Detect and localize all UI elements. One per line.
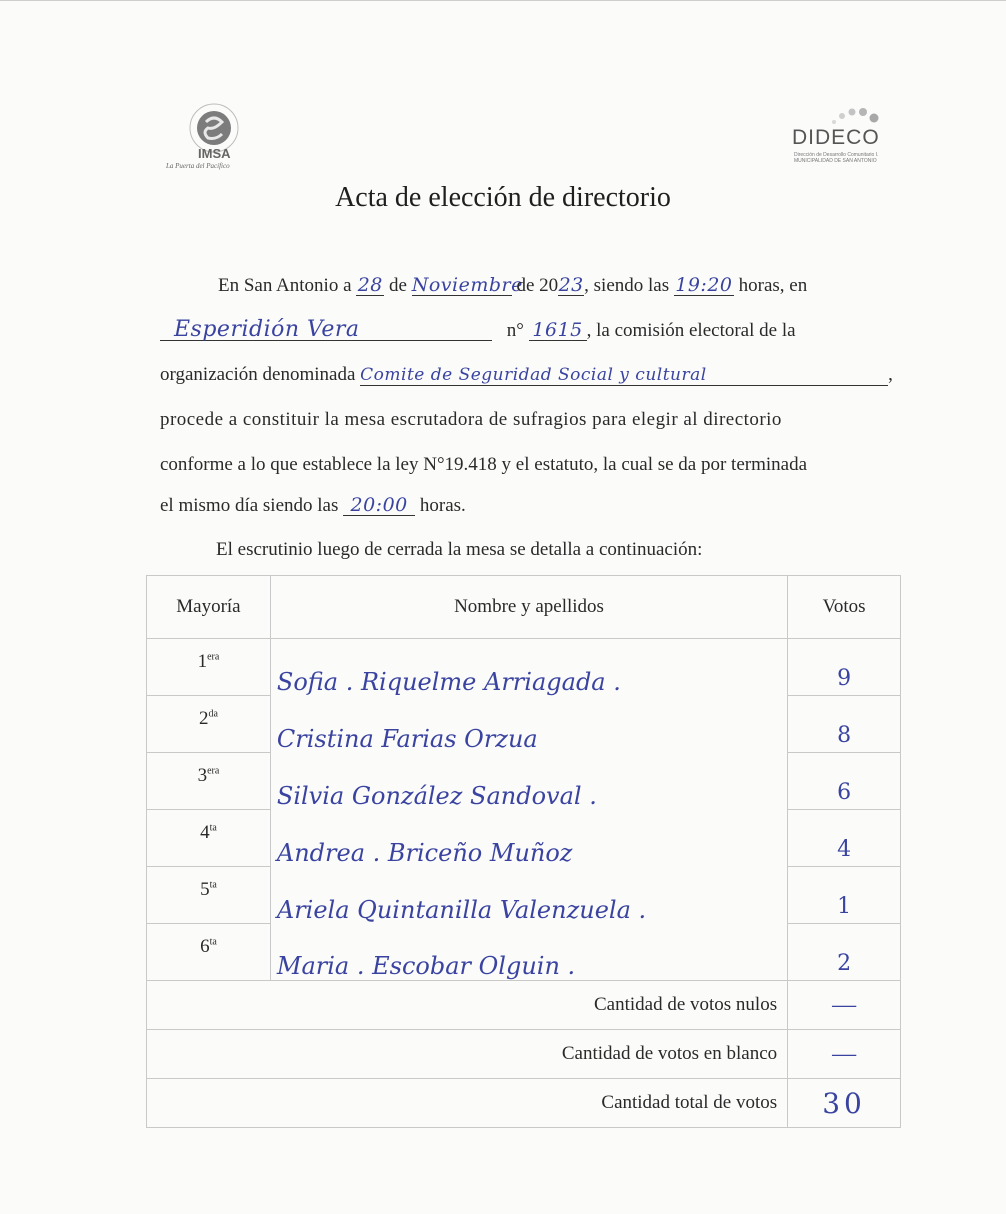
null-votes-value: —: [788, 981, 901, 1030]
paragraph-line-4: procede a constituir la mesa escrutadora de sufragios para elegir al directorio: [160, 409, 782, 430]
votes-handwritten: 6: [788, 753, 901, 810]
rank-cell: [147, 696, 271, 753]
results-table: [146, 575, 901, 1128]
table-row: [147, 867, 901, 924]
name-handwritten: Andrea . Briceño Muñoz: [270, 810, 787, 867]
dideco-text: DIDECO: [792, 126, 880, 149]
number-handwritten: 1615: [529, 320, 587, 341]
votes-handwritten: 9: [788, 639, 901, 696]
imsa-text: IMSA: [198, 146, 231, 161]
table-row: [147, 924, 901, 981]
rank-suffix: ta: [209, 879, 217, 891]
header-nombre: Nombre y apellidos: [270, 576, 787, 639]
rank-cell: [147, 924, 271, 981]
text-segment: de: [389, 275, 407, 296]
street-handwritten: Esperidión Vera: [160, 320, 492, 341]
rank-number: 1: [197, 651, 208, 672]
votes-handwritten: 4: [788, 810, 901, 867]
text-segment: , la comisión electoral de la: [586, 320, 796, 341]
rank-number: 5: [200, 879, 210, 900]
paragraph-line-6: [160, 495, 892, 516]
text-segment: , siendo las: [584, 275, 670, 296]
imsa-logo: [160, 100, 260, 178]
total-votes-row: [147, 1079, 901, 1128]
null-votes-label: Cantidad de votos nulos: [147, 981, 788, 1030]
name-handwritten: Silvia González Sandoval .: [270, 753, 787, 810]
paragraph-line-3: [160, 365, 892, 386]
name-handwritten: Sofia . Riquelme Arriagada .: [270, 639, 787, 696]
text-segment: de 20: [516, 275, 559, 296]
name-handwritten: Ariela Quintanilla Valenzuela .: [270, 867, 787, 924]
rank-suffix: era: [207, 651, 220, 663]
dideco-subtitle: Dirección de Desarrollo Comunitario I. MUNICIPALIDAD DE SAN ANTONIO: [794, 152, 879, 164]
paragraph-line-2: [160, 317, 892, 342]
text-segment: En San Antonio a: [218, 275, 352, 296]
votes-handwritten: 8: [788, 696, 901, 753]
blank-votes-row: [147, 1030, 901, 1079]
votes-handwritten: 2: [788, 924, 901, 981]
name-handwritten: Cristina Farias Orzua: [270, 696, 787, 753]
rank-number: 3: [197, 765, 208, 786]
rank-number: 2: [198, 708, 209, 729]
document-title: Acta de elección de directorio: [335, 182, 671, 213]
table-row: [147, 696, 901, 753]
table-header-row: [147, 576, 901, 639]
paragraph-line-5: conforme a lo que establece la ley N°19.418 y el estatuto, la cual se da por terminada: [160, 454, 808, 475]
text-segment: horas, en: [738, 275, 808, 296]
header-votos: Votos: [788, 576, 901, 639]
start-time-handwritten: 19:20: [675, 274, 733, 296]
imsa-tagline: La Puerta del Pacífico: [166, 162, 230, 170]
rank-suffix: era: [207, 765, 220, 777]
paragraph-line-1: [218, 275, 892, 296]
rank-cell: [147, 753, 271, 810]
text-segment: horas.: [419, 495, 466, 516]
rank-suffix: ta: [209, 822, 217, 834]
null-votes-row: [147, 981, 901, 1030]
total-votes-value: 30: [788, 1079, 901, 1128]
end-time-handwritten: 20:00: [343, 495, 415, 516]
blank-votes-label: Cantidad de votos en blanco: [147, 1030, 788, 1079]
text-segment: el mismo día siendo las: [160, 495, 339, 516]
rank-cell: [147, 810, 271, 867]
blank-votes-value: —: [788, 1030, 901, 1079]
rank-cell: [147, 867, 271, 924]
text-segment: ,: [888, 364, 893, 385]
rank-cell: [147, 639, 271, 696]
rank-suffix: ta: [209, 936, 217, 948]
name-handwritten: Maria . Escobar Olguin .: [270, 924, 787, 981]
month-handwritten: Noviembre: [411, 274, 523, 296]
votes-handwritten: 1: [788, 867, 901, 924]
rank-suffix: da: [208, 708, 218, 720]
total-votes-label: Cantidad total de votos: [147, 1079, 788, 1128]
scrutiny-intro: El escrutinio luego de cerrada la mesa se detalla a continuación:: [216, 539, 703, 560]
page-top-border: [0, 0, 1006, 1]
table-row: [147, 639, 901, 696]
text-segment: organización denominada: [160, 364, 356, 385]
rank-number: 4: [200, 822, 210, 843]
year-handwritten: 23: [558, 274, 584, 296]
day-handwritten: 28: [357, 274, 383, 296]
table-row: [147, 810, 901, 867]
header-mayoria: Mayoría: [147, 576, 271, 639]
text-segment: n°: [506, 320, 524, 341]
rank-number: 6: [200, 936, 210, 957]
table-row: [147, 753, 901, 810]
organization-name-handwritten: Comite de Seguridad Social y cultural: [360, 365, 888, 386]
dideco-logo: [786, 104, 904, 174]
